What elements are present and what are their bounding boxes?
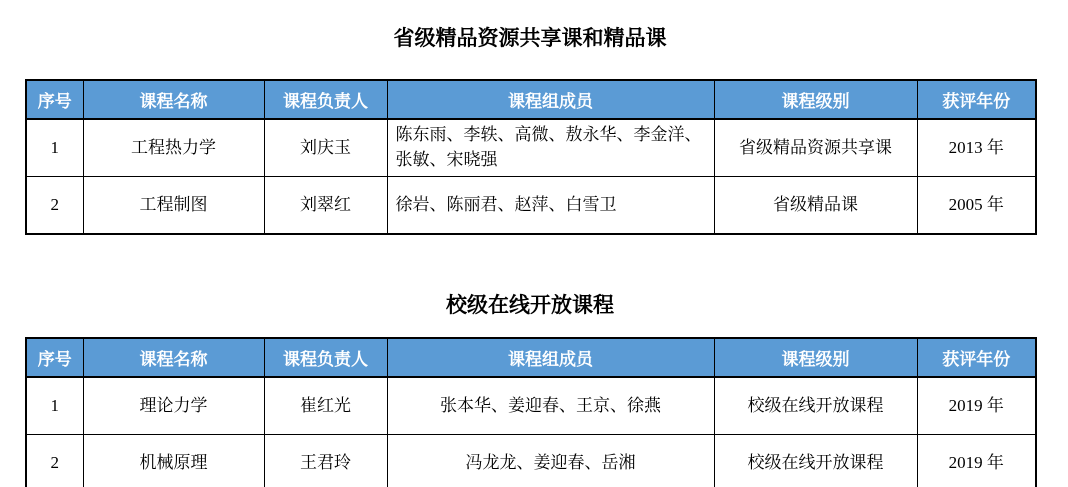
header-row: [26, 338, 1036, 377]
cell-leader: 崔红光: [264, 377, 387, 435]
cell-year: 2013 年: [917, 119, 1036, 177]
cell-members: 陈东雨、李轶、高微、敖永华、李金洋、张敏、宋晓强: [387, 119, 714, 177]
header-cell-index: 序号: [26, 338, 83, 377]
cell-index: 1: [26, 119, 83, 177]
school-online-courses-table: [25, 337, 1037, 487]
cell-members: 冯龙龙、姜迎春、岳湘: [387, 435, 714, 487]
cell-course: 工程制图: [83, 177, 264, 235]
cell-members: 张本华、姜迎春、王京、徐燕: [387, 377, 714, 435]
header-row: [26, 80, 1036, 119]
header-cell-level: 课程级别: [714, 80, 917, 119]
table-row: [26, 377, 1036, 435]
provincial-courses-table: [25, 79, 1037, 235]
cell-year: 2019 年: [917, 435, 1036, 487]
cell-leader: 王君玲: [264, 435, 387, 487]
cell-index: 1: [26, 377, 83, 435]
cell-level: 省级精品课: [714, 177, 917, 235]
section-title-provincial-courses: 省级精品资源共享课和精品课: [393, 27, 667, 50]
cell-course: 机械原理: [83, 435, 264, 487]
table-row: [26, 177, 1036, 235]
header-cell-members: 课程组成员: [387, 80, 714, 119]
header-cell-leader: 课程负责人: [264, 338, 387, 377]
cell-course: 工程热力学: [83, 119, 264, 177]
cell-members: 徐岩、陈丽君、赵萍、白雪卫: [387, 177, 714, 235]
header-cell-year: 获评年份: [917, 80, 1036, 119]
cell-index: 2: [26, 435, 83, 487]
header-cell-course: 课程名称: [83, 80, 264, 119]
cell-year: 2005 年: [917, 177, 1036, 235]
table-row: [26, 435, 1036, 487]
cell-level: 校级在线开放课程: [714, 435, 917, 487]
section-title-school-online-courses: 校级在线开放课程: [446, 294, 614, 317]
header-cell-year: 获评年份: [917, 338, 1036, 377]
header-cell-course: 课程名称: [83, 338, 264, 377]
cell-course: 理论力学: [83, 377, 264, 435]
header-cell-index: 序号: [26, 80, 83, 119]
header-cell-level: 课程级别: [714, 338, 917, 377]
cell-leader: 刘翠红: [264, 177, 387, 235]
cell-year: 2019 年: [917, 377, 1036, 435]
header-cell-leader: 课程负责人: [264, 80, 387, 119]
header-cell-members: 课程组成员: [387, 338, 714, 377]
cell-leader: 刘庆玉: [264, 119, 387, 177]
table-row: [26, 119, 1036, 177]
cell-level: 省级精品资源共享课: [714, 119, 917, 177]
cell-index: 2: [26, 177, 83, 235]
cell-level: 校级在线开放课程: [714, 377, 917, 435]
